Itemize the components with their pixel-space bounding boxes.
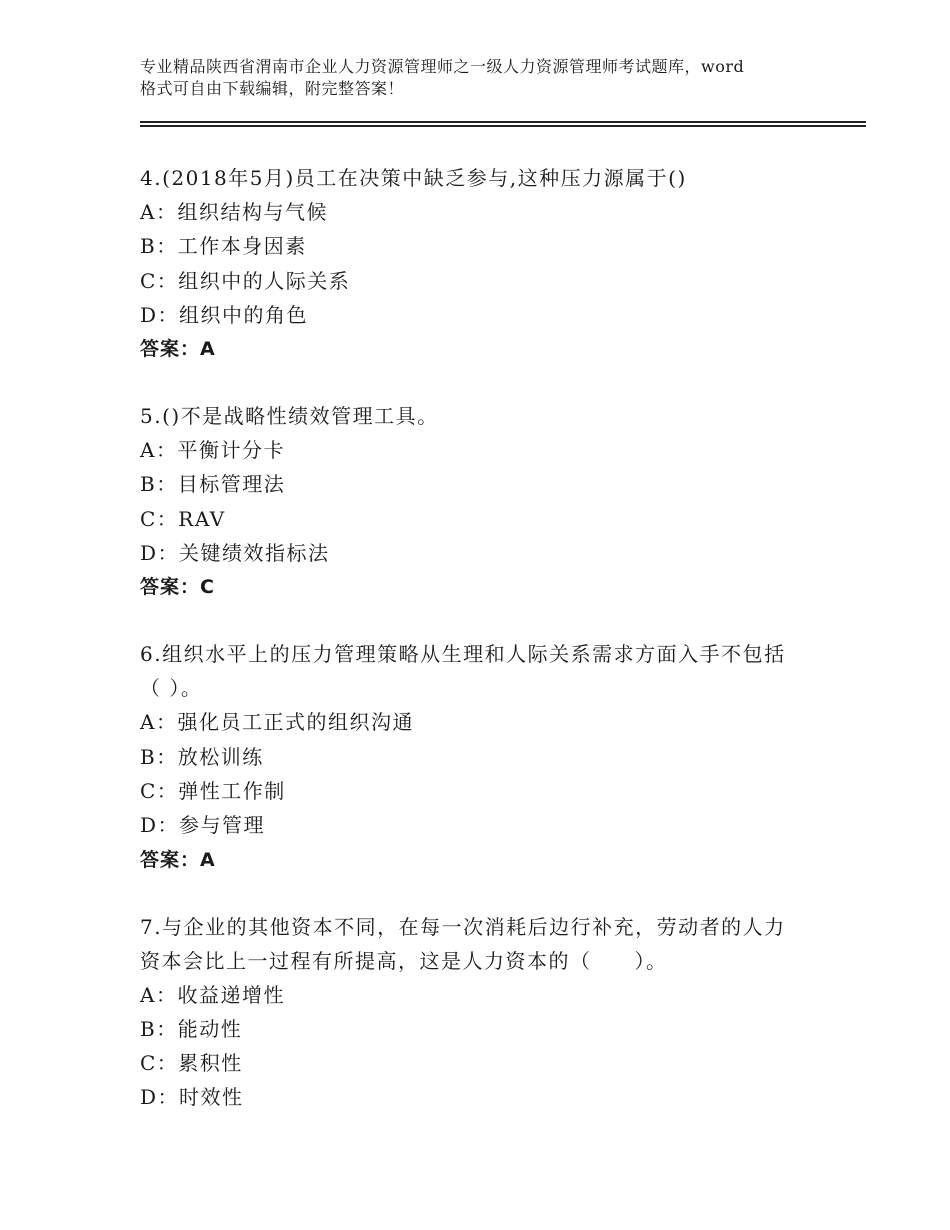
option-b: B：目标管理法 — [140, 472, 286, 497]
answer-label: 答案：A — [140, 848, 216, 871]
option-b: B：能动性 — [140, 1016, 243, 1041]
option-b: B：工作本身因素 — [140, 234, 307, 259]
question-text: 5.()不是战略性绩效管理工具。 — [140, 404, 439, 429]
header-line-1: 专业精品陕西省渭南市企业人力资源管理师之一级人力资源管理师考试题库，word — [140, 57, 745, 76]
option-a: A：组织结构与气候 — [140, 200, 328, 224]
option-a: A：强化员工正式的组织沟通 — [140, 710, 414, 735]
option-b: B：放松训练 — [140, 744, 264, 769]
option-d: D：组织中的角色 — [140, 302, 309, 327]
question-text-continued: 资本会比上一过程有所提高，这是人力资本的（ ）。 — [140, 948, 668, 973]
answer-label: 答案：A — [140, 338, 216, 361]
header-divider-bottom — [140, 125, 866, 127]
header-divider-top — [140, 121, 866, 123]
option-a: A：平衡计分卡 — [140, 438, 285, 463]
question-text: 7.与企业的其他资本不同，在每一次消耗后边行补充，劳动者的人力 — [140, 914, 786, 939]
option-c: C：弹性工作制 — [140, 778, 286, 803]
document-header — [140, 56, 840, 100]
question-text-continued: （ ）。 — [140, 676, 203, 701]
option-d: D：时效性 — [140, 1085, 244, 1110]
option-d: D：关键绩效指标法 — [140, 541, 330, 566]
question-6 — [140, 637, 820, 876]
question-4 — [140, 161, 820, 366]
option-c: C：RAV — [140, 506, 226, 531]
option-c: C：组织中的人际关系 — [140, 268, 351, 293]
answer-label: 答案：C — [140, 576, 215, 599]
question-text: 6.组织水平上的压力管理策略从生理和人际关系需求方面入手不包括 — [140, 642, 786, 667]
question-list — [140, 161, 820, 1148]
option-a: A：收益递增性 — [140, 982, 285, 1007]
question-text: 4.(2018年5月)员工在决策中缺乏参与,这种压力源属于() — [140, 166, 687, 190]
option-d: D：参与管理 — [140, 813, 266, 838]
option-c: C：累积性 — [140, 1051, 243, 1076]
header-line-2: 格式可自由下载编辑，附完整答案！ — [140, 79, 405, 98]
question-7 — [140, 910, 820, 1115]
question-5 — [140, 399, 820, 604]
